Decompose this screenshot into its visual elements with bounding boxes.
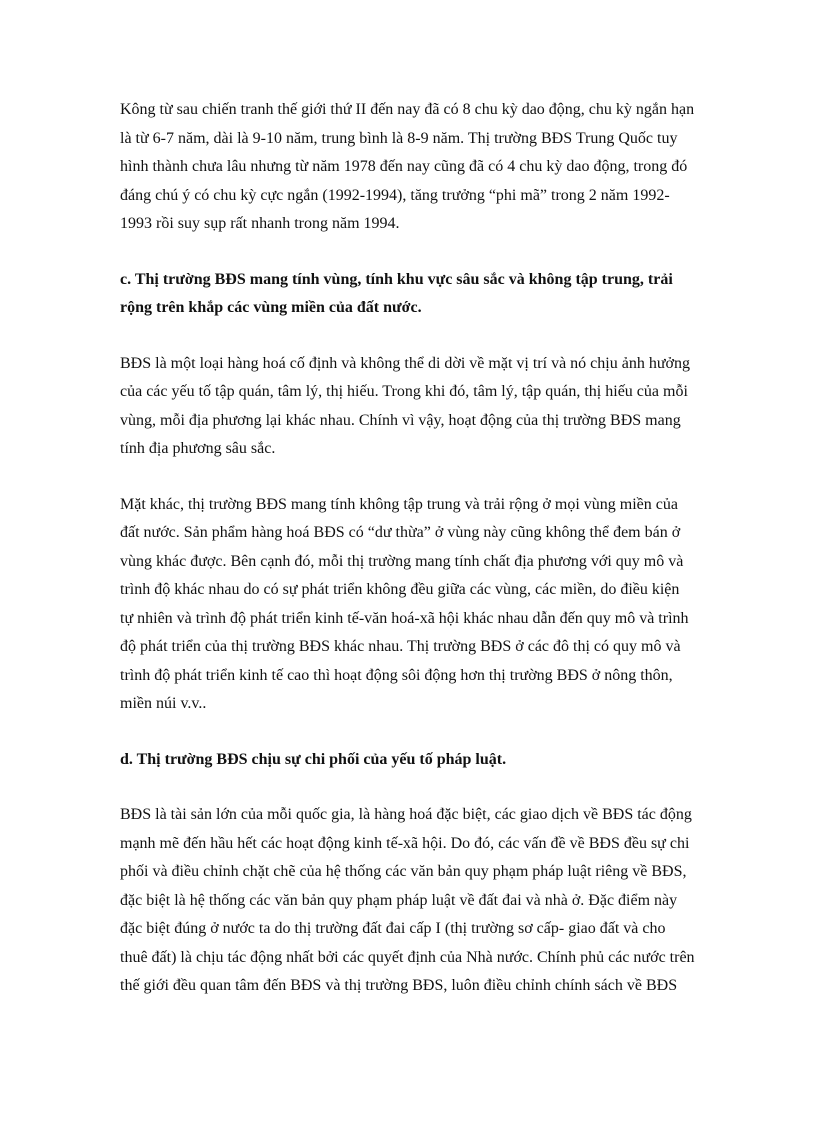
- document-page: [120, 96, 700, 1028]
- heading-section-c: c. Thị trường BĐS mang tính vùng, tính khu vực sâu sắc và không tập trung, trải rộng trên khắp các vùng miền của đất nước.: [120, 270, 673, 316]
- paragraph-regional: BĐS là một loại hàng hoá cố định và không thể di dời về mặt vị trí và nó chịu ảnh hưởng của các yếu tố tập quán, tâm lý, thị hiếu. Trong khi đó, tâm lý, tập quán, thị hiếu của mỗi vùng, mỗi địa phương lại khác nhau. Chính vì vậy, hoạt động của thị trường BĐS mang tính địa phương sâu sắc.: [120, 354, 690, 457]
- paragraph-cycles: Kông từ sau chiến tranh thế giới thứ II đến nay đã có 8 chu kỳ dao động, chu kỳ ngắn hạn là từ 6-7 năm, dài là 9-10 năm, trung bình là 8-9 năm. Thị trường BĐS Trung Quốc tuy hình thành chưa lâu nhưng từ năm 1978 đến nay cũng đã có 4 chu kỳ dao động, trong đó đáng chú ý có chu kỳ cực ngắn (1992-1994), tăng trưởng “phi mã” trong 2 năm 1992- 1993 rồi suy sụp rất nhanh trong năm 1994.: [120, 101, 695, 232]
- heading-section-d: d. Thị trường BĐS chịu sự chi phối của yếu tố pháp luật.: [120, 750, 507, 768]
- paragraph-legal: BĐS là tài sản lớn của mỗi quốc gia, là hàng hoá đặc biệt, các giao dịch về BĐS tác động mạnh mẽ đến hầu hết các hoạt động kinh tế-xã hội. Do đó, các vấn đề về BĐS đều sự chi phối và điều chỉnh chặt chẽ của hệ thống các văn bản quy phạm pháp luật riêng về BĐS, đặc biệt là hệ thống các văn bản quy phạm pháp luật về đất đai và nhà ở. Đặc điểm này đặc biệt đúng ở nước ta do thị trường đất đai cấp I (thị trường sơ cấp- giao đất và cho thuê đất) là chịu tác động nhất bởi các quyết định của Nhà nước. Chính phủ các nước trên thế giới đều quan tâm đến BĐS và thị trường BĐS, luôn điều chỉnh chính sách về BĐS: [120, 806, 695, 994]
- paragraph-decentralized: Mặt khác, thị trường BĐS mang tính không tập trung và trải rộng ở mọi vùng miền của đất nước. Sản phẩm hàng hoá BĐS có “dư thừa” ở vùng này cũng không thể đem bán ở vùng khác được. Bên cạnh đó, mỗi thị trường mang tính chất địa phương với quy mô và trình độ khác nhau do có sự phát triển không đều giữa các vùng, các miền, do điều kiện tự nhiên và trình độ phát triển kinh tế-văn hoá-xã hội khác nhau dẫn đến quy mô và trình độ phát triển của thị trường BĐS khác nhau. Thị trường BĐS ở các đô thị có quy mô và trình độ phát triển kinh tế cao thì hoạt động sôi động hơn thị trường BĐS ở nông thôn, miền núi v.v..: [120, 495, 689, 712]
